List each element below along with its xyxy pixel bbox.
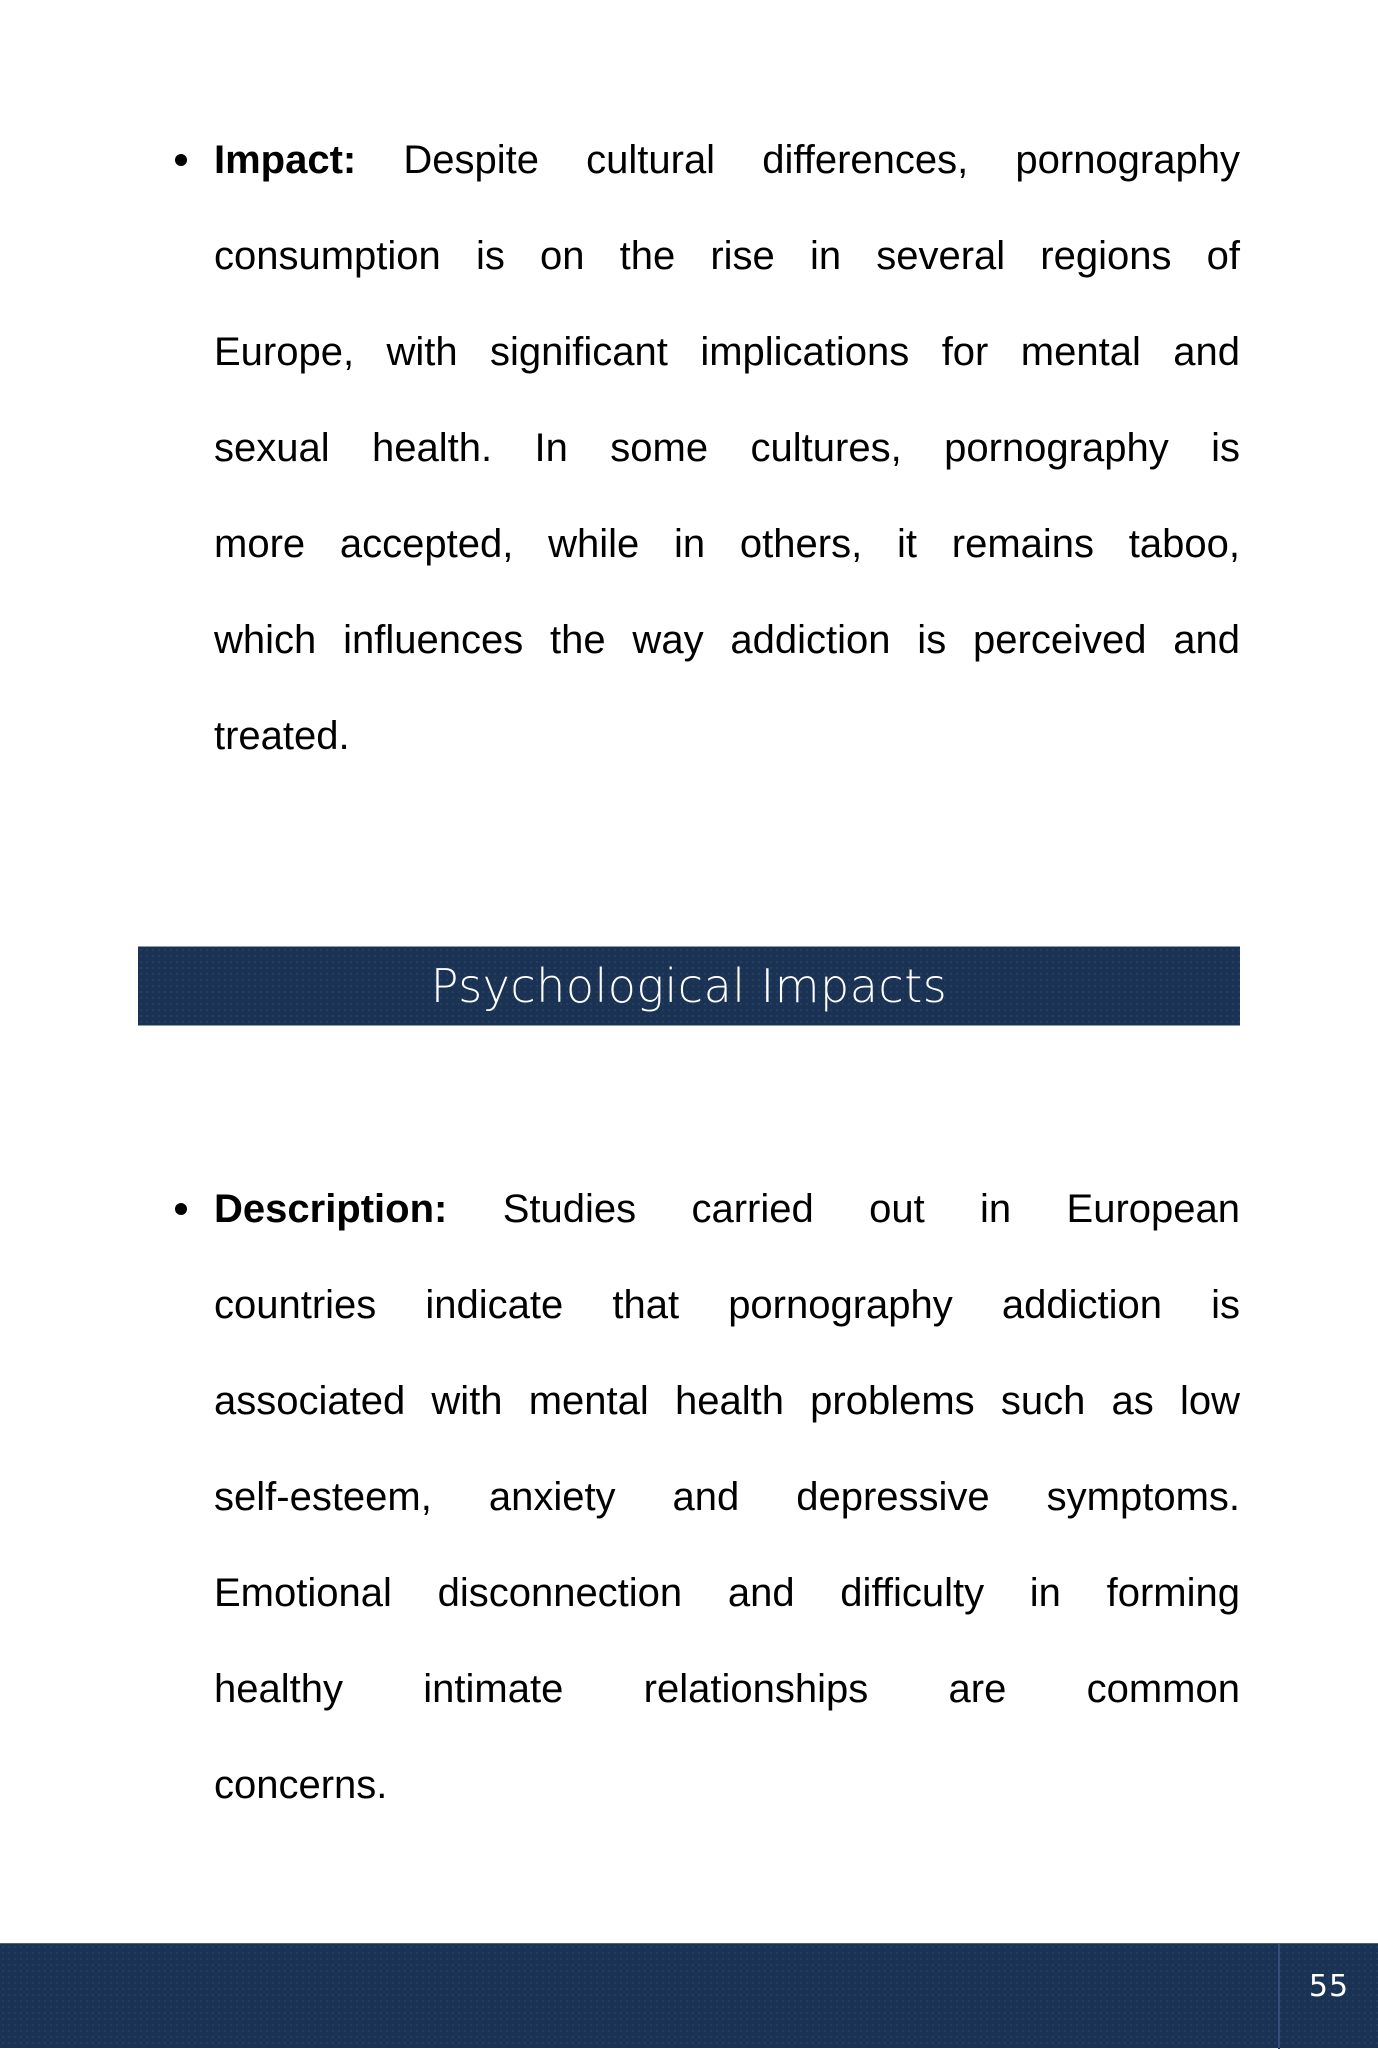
bullet-label: Impact:	[214, 138, 357, 182]
bullet-impact-text	[214, 112, 1240, 784]
text-line: sexual health. In some cultures, pornography is	[214, 426, 1240, 470]
page-footer	[0, 1943, 1378, 2048]
text-line: countries indicate that pornography addiction is	[214, 1283, 1240, 1327]
section-heading-bar	[138, 946, 1240, 1026]
text-line: Description: Studies carried out in European	[214, 1187, 1240, 1231]
text-line: Europe, with significant implications for mental and	[214, 330, 1240, 374]
bullet-description-text	[214, 1161, 1240, 1833]
text-line: which influences the way addiction is perceived and	[214, 618, 1240, 662]
text-line: consumption is on the rise in several regions of	[214, 234, 1240, 278]
text-line: self-esteem, anxiety and depressive symptoms.	[214, 1475, 1240, 1519]
bullet-dot-icon	[175, 1203, 187, 1215]
text-line: treated.	[214, 714, 350, 758]
text-line: healthy intimate relationships are common	[214, 1667, 1240, 1711]
text-line: Emotional disconnection and difficulty in forming	[214, 1571, 1240, 1615]
bullet-label: Description:	[214, 1187, 448, 1231]
text-line: more accepted, while in others, it remains taboo,	[214, 522, 1240, 566]
text-line: concerns.	[214, 1763, 388, 1807]
section-heading: Psychological Impacts	[430, 959, 948, 1013]
text-line: associated with mental health problems such as low	[214, 1379, 1240, 1423]
page-number: 55	[1308, 1968, 1350, 2004]
bullet-dot-icon	[175, 154, 187, 166]
text-line: Impact: Despite cultural differences, pornography	[214, 138, 1240, 182]
